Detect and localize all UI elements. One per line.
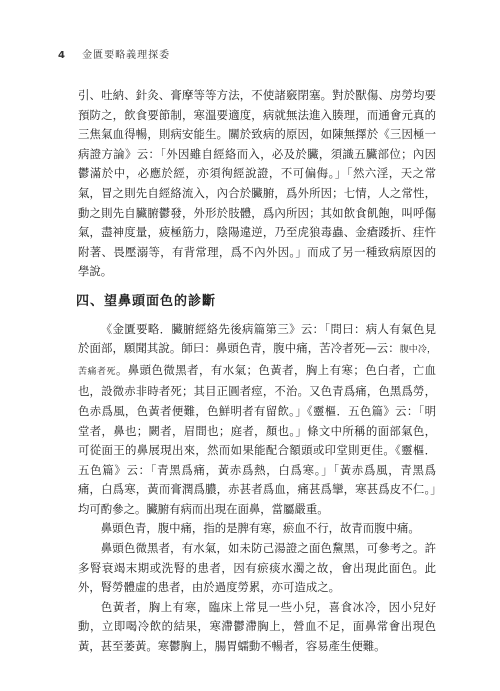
paragraph-black-nose: 鼻頭色微黑者，有水氣，如未防己湯證之面色黧黑，可參考之。許多腎衰竭末期或洗腎的患者，因有瘀痰水濁之故，會出現此面色。此外，腎勞體虛的患者，由於過度勞累，亦可造成之。 [78, 541, 436, 595]
book-title: 金匱要略義理探委 [82, 50, 171, 61]
quote-part-a: 《金匱要略．臟腑經絡先後病篇第三》云：「問曰：病人有氣色見於面部，願聞其說。師曰：鼻頭色青，腹中痛，苦冷者死—云： [78, 321, 436, 356]
page-body [78, 86, 436, 657]
quote-part-b: 。鼻頭色微黑者，有水氣；色黃者，胸上有寒；色白者，亡血也，設微赤非時者死；其目正圓者痙，不治。又色青爲痛，色黑爲勞，色赤爲風，色黃者便難，色鮮明者有留飲。」《靈樞．五色篇》云：「明堂者，鼻也；闕者，眉間也；庭者，顏也。」條文中所稱的面部氣色，可從面王的鼻展現出來，然而如果能配合額頭或印堂則更佳。《靈樞．五色篇》云：「青黑爲痛，黃赤爲熱，白爲寒。」「黃赤爲風，青黑爲痛，白爲寒，黃而膏潤爲膿，赤甚者爲血，痛甚爲攣，寒甚爲皮不仁。」均可酌參之。臟腑有病而出現在面鼻，當屬嚴重。 [78, 362, 436, 516]
paragraph-green-nose: 鼻頭色青，腹中痛，指的是脾有寒，瘀血不行，故青而腹中痛。 [100, 521, 420, 536]
page-number: 4 [58, 50, 66, 61]
paragraph-causes: 引、吐納、針灸、膏摩等等方法，不使諸竅閉塞。對於獸傷、房勞均要預防之，飲食要節制，寒溫要適度，病就無法進入腠理，而通會元真的三焦氣血得暢，則病安能生。關於致病的原因，如陳無擇於《三因極一病證方論》云：「外因雖自經絡而入，必及於臟，須識五臟部位；內因鬱滿於中，必應於經，亦須徇經說證，不可偏侮。」「然六淫，天之常氣，冒之則先自經絡流入，內合於臟腑，爲外所因；七情，人之常性，動之則先自臟腑鬱發，外形於肢體，爲內所因；其如飲食飢飽，叫呼傷氣，盡神度量，疲極筋力，陰陽違逆，乃至虎狼毒蟲、金瘡踒折、疰忤附著、畏壓溺等，有背常理，爲不內外因。」而成了另一種致病原因的學說。 [78, 88, 436, 279]
paragraph-yellow-nose: 色黃者，胸上有寒，臨床上常見一些小兒，喜食冰冷，因小兒好動，立即喝冷飲的結果，寒滯鬱滯胸上，營血不足，面鼻常會出現色黃，甚至萎黃。寒鬱胸上，腸胃蠕動不暢者，容易產生便難。 [78, 599, 436, 654]
paragraph-quote [78, 320, 436, 520]
section-title: 四、望鼻頭面色的診斷 [76, 293, 217, 309]
inline-note: 腹中冷，苦痛者死 [78, 345, 436, 377]
running-header [58, 46, 170, 61]
